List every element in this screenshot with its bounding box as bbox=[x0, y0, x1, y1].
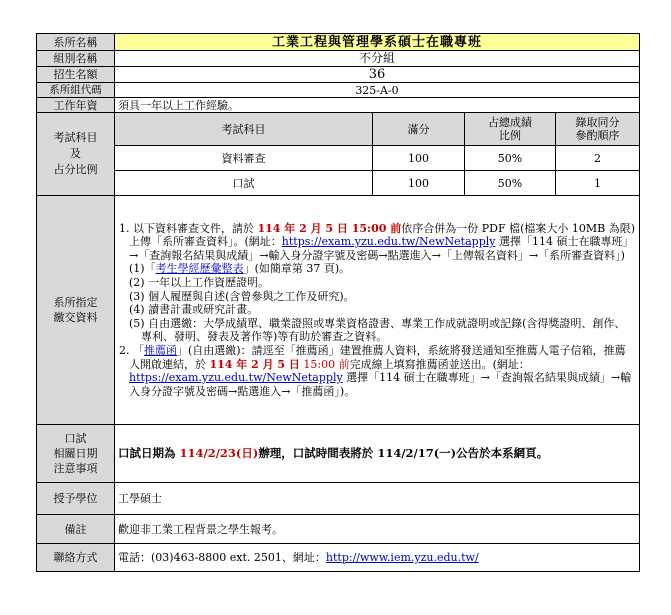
header-order-line2: 參酌順序 bbox=[575, 129, 620, 142]
header-order bbox=[556, 113, 640, 146]
notes-label: 備註 bbox=[37, 515, 115, 544]
header-subject: 考試科目 bbox=[115, 113, 373, 146]
exam-order: 2 bbox=[556, 146, 640, 171]
code-value: 325-A-0 bbox=[115, 83, 640, 98]
exam-subject: 口試 bbox=[115, 171, 373, 196]
exam-subject: 資料審查 bbox=[115, 146, 373, 171]
header-ratio-line1: 占總成績 bbox=[488, 116, 532, 129]
code-label: 系所組代碼 bbox=[37, 83, 115, 98]
row-materials bbox=[37, 196, 640, 425]
row-degree bbox=[37, 483, 640, 515]
exam-row bbox=[37, 171, 640, 196]
materials-p2-time: 15:00 前 bbox=[299, 357, 350, 371]
materials-p2-text: 」(自由選繳)：請逕至「推薦函」建置推薦人資料，系統將發送通知至推薦人電子信箱，推薦人開啟連結，於 bbox=[129, 343, 626, 371]
materials-sub-1-suffix: 」(如簡章第 37 頁)。 bbox=[243, 262, 351, 276]
materials-item-1 bbox=[119, 222, 635, 263]
interview-text-2: 辦理，口試時間表將於 114/2/17(一)公告於本系網頁。 bbox=[258, 446, 549, 460]
contact-value bbox=[115, 544, 640, 572]
materials-content bbox=[115, 196, 640, 425]
materials-p2-text-3: 選擇「114 碩士在職專班」→「查詢報名結果與成績」→輸入身分證字號及密碼→點選進入→「推薦函」)。 bbox=[129, 371, 632, 398]
quota-label: 招生名額 bbox=[37, 67, 115, 83]
interview-label-line3: 注意事項 bbox=[53, 462, 98, 475]
row-contact bbox=[37, 544, 640, 572]
exam-label-line2: 及 bbox=[70, 147, 81, 160]
header-order-line1: 錄取同分 bbox=[575, 116, 620, 129]
interview-text: 口試日期為 bbox=[118, 446, 180, 460]
quota-value: 36 bbox=[115, 67, 640, 83]
exam-full-score: 100 bbox=[373, 171, 465, 196]
materials-p2-prefix: 2. 「 bbox=[119, 343, 144, 357]
degree-label: 授予學位 bbox=[37, 483, 115, 515]
header-full-score: 滿分 bbox=[373, 113, 465, 146]
exam-full-score: 100 bbox=[373, 146, 465, 171]
exam-row bbox=[37, 146, 640, 171]
group-value: 不分組 bbox=[115, 51, 640, 67]
materials-sub-2: (2) 一年以上工作資歷證明。 bbox=[129, 276, 270, 290]
exam-ratio: 50% bbox=[465, 171, 556, 196]
interview-label bbox=[37, 425, 115, 483]
recommendation-letter-link[interactable]: 推薦函 bbox=[144, 343, 177, 357]
materials-p1-text-3: 選擇「114 碩士在職專班」→「查詢報名結果與成績」→輸入身分證字號及密碼→點選進入→「上傳報名資料」→「系所審查資料」) bbox=[129, 235, 634, 262]
exam-ratio: 50% bbox=[465, 146, 556, 171]
materials-sub-4: (4) 讀書計畫或研究計畫。 bbox=[129, 303, 259, 317]
exam-label-line3: 占分比例 bbox=[53, 163, 98, 176]
materials-item-2 bbox=[119, 344, 635, 398]
department-website-link[interactable]: http://www.iem.yzu.edu.tw/ bbox=[325, 551, 479, 564]
exam-label-line1: 考試科目 bbox=[53, 131, 98, 144]
materials-p1-text-2: 依序合併為一份 PDF 檔(檔案大小 10MB 為限) 上傳「系所審查資料」。(網址： bbox=[129, 221, 636, 249]
dept-name: 工業工程與管理學系碩士在職專班 bbox=[115, 34, 640, 51]
materials-label-line2: 繳交資料 bbox=[53, 311, 98, 324]
dept-label: 系所名稱 bbox=[37, 34, 115, 51]
materials-sub-1 bbox=[119, 262, 635, 276]
group-label: 組別名稱 bbox=[37, 51, 115, 67]
interview-label-line1: 口試 bbox=[64, 432, 87, 445]
contact-label: 聯絡方式 bbox=[37, 544, 115, 572]
header-ratio-line2: 比例 bbox=[499, 129, 521, 142]
row-experience bbox=[37, 98, 640, 113]
materials-sub-1-prefix: (1)「 bbox=[129, 262, 156, 276]
interview-note bbox=[115, 425, 640, 483]
materials-label-line1: 系所指定 bbox=[53, 296, 98, 309]
interview-label-line2: 相關日期 bbox=[53, 447, 98, 460]
materials-sub-3: (3) 個人履歷與自述(含曾參與之工作及研究)。 bbox=[129, 289, 355, 303]
materials-p1-deadline: 114 年 2 月 5 日 15:00 前 bbox=[257, 221, 402, 235]
row-notes bbox=[37, 515, 640, 544]
apply-system-link-2[interactable]: https://exam.yzu.edu.tw/NewNetapply bbox=[129, 371, 343, 385]
exam-order: 1 bbox=[556, 171, 640, 196]
exam-header-row bbox=[37, 113, 640, 146]
header-ratio bbox=[465, 113, 556, 146]
materials-label bbox=[37, 196, 115, 425]
degree-value: 工學碩士 bbox=[115, 483, 640, 515]
interview-date: 114/2/23(日) bbox=[179, 446, 259, 460]
materials-p2-deadline: 114 年 2 月 5 日 bbox=[209, 357, 300, 371]
materials-p1-text: 1. 以下資料審查文件，請於 bbox=[119, 221, 258, 235]
notes-value: 歡迎非工業工程背景之學生報考。 bbox=[115, 515, 640, 544]
experience-value: 須具一年以上工作經驗。 bbox=[115, 98, 640, 113]
experience-label: 工作年資 bbox=[37, 98, 115, 113]
row-quota bbox=[37, 67, 640, 83]
exam-label bbox=[37, 113, 115, 196]
row-code bbox=[37, 83, 640, 98]
admission-info-table-container bbox=[36, 33, 639, 572]
contact-text: 電話：(03)463-8800 ext. 2501、網址： bbox=[118, 551, 326, 564]
row-group bbox=[37, 51, 640, 67]
materials-sub-5: (5) 自由選繳：大學成績單、職業證照或專業資格證書、專業工作成就證明或記錄(含得獎證明、創作、專利、發明、發表及著作等)等有助於審查之資料。 bbox=[129, 316, 626, 344]
apply-system-link[interactable]: https://exam.yzu.edu.tw/NewNetapply bbox=[281, 235, 496, 249]
row-dept bbox=[37, 34, 640, 51]
materials-p2-text-2: 完成線上填寫推薦函並送出。(網址： bbox=[349, 357, 530, 371]
admission-info-table bbox=[36, 33, 640, 572]
experience-form-link[interactable]: 考生學經歷彙整表 bbox=[155, 262, 244, 276]
row-interview bbox=[37, 425, 640, 483]
